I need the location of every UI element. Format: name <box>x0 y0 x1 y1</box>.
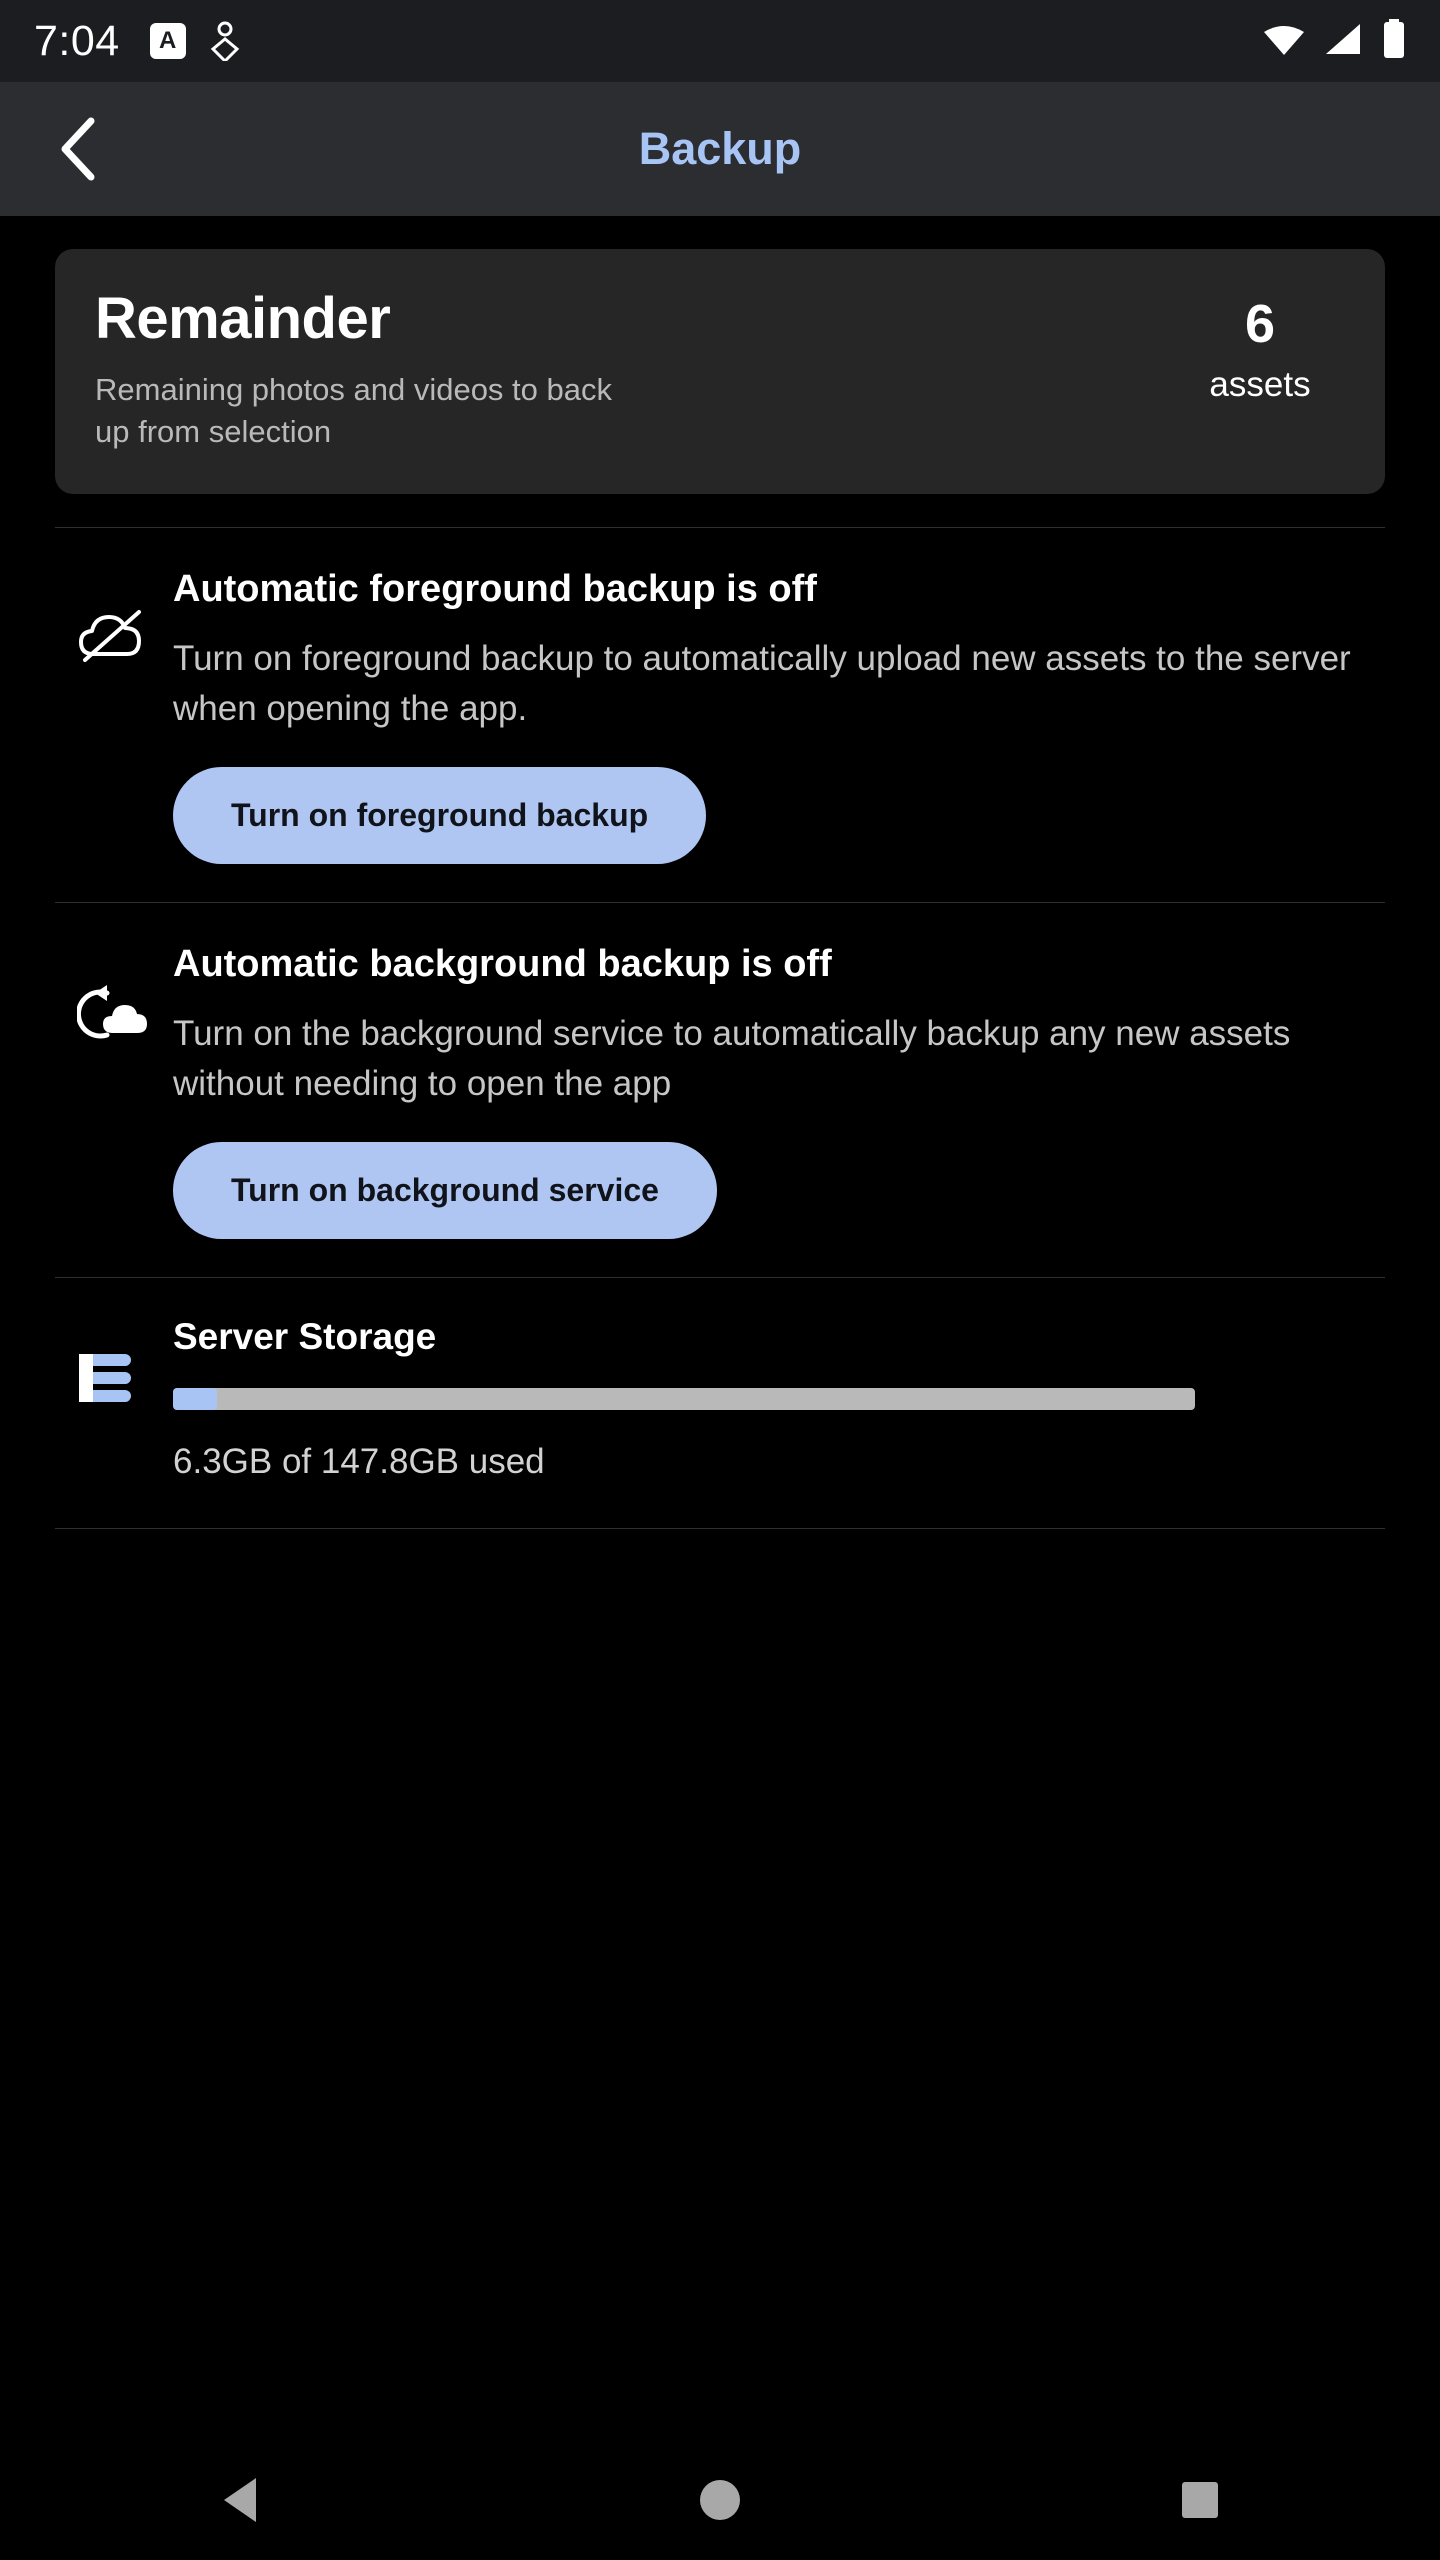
foreground-title: Automatic foreground backup is off <box>173 568 817 611</box>
background-content <box>165 941 1385 1239</box>
turn-on-foreground-backup-button[interactable]: Turn on foreground backup <box>173 767 706 864</box>
status-notification-icons <box>150 21 242 61</box>
status-bar <box>0 0 1440 82</box>
server-storage-section <box>0 1278 1440 1528</box>
status-system-icons <box>1262 19 1406 64</box>
foreground-icon-wrap <box>55 566 165 864</box>
app-bar <box>0 82 1440 216</box>
status-clock: 7:04 <box>34 16 120 65</box>
back-button[interactable] <box>24 94 134 204</box>
storage-progress-fill <box>173 1388 217 1410</box>
foreground-backup-section <box>0 528 1440 902</box>
storage-icon-wrap <box>55 1316 165 1482</box>
cellular-signal-icon <box>1324 22 1364 61</box>
nav-back-icon[interactable] <box>170 2440 310 2560</box>
storage-content <box>165 1316 1385 1482</box>
background-title: Automatic background backup is off <box>173 943 832 986</box>
remainder-subtitle: Remaining photos and videos to back up from selection <box>95 371 612 449</box>
background-description: Turn on the background service to automatically backup any new assets without needing to open the app <box>173 1013 1291 1103</box>
remainder-count-block <box>1175 287 1345 405</box>
server-storage-icon <box>77 1350 137 1406</box>
wifi-icon <box>1262 22 1306 61</box>
battery-icon <box>1382 19 1406 64</box>
remainder-text-block <box>95 287 1175 452</box>
system-navigation-bar <box>0 2440 1440 2560</box>
heart-location-icon <box>208 21 242 61</box>
nav-recents-icon[interactable] <box>1130 2440 1270 2560</box>
storage-progress-bar <box>173 1388 1195 1410</box>
foreground-description: Turn on foreground backup to automatically upload new assets to the server when opening the app. <box>173 638 1351 728</box>
cloud-sync-icon <box>77 983 151 1043</box>
remainder-card <box>55 249 1385 494</box>
backup-settings-list <box>0 216 1440 2440</box>
remainder-count: 6 <box>1244 294 1276 354</box>
remainder-title: Remainder <box>95 286 391 351</box>
cloud-off-icon <box>77 608 147 664</box>
foreground-content <box>165 566 1385 864</box>
remainder-unit-label: assets <box>1209 365 1311 404</box>
chevron-left-icon <box>53 113 105 185</box>
divider <box>55 1528 1385 1529</box>
storage-usage-text: 6.3GB of 147.8GB used <box>173 1442 545 1482</box>
page-title: Backup <box>638 123 802 174</box>
storage-title: Server Storage <box>173 1316 437 1358</box>
nav-home-icon[interactable] <box>650 2440 790 2560</box>
background-backup-section <box>0 903 1440 1277</box>
app-badge-icon: A <box>150 23 186 59</box>
background-icon-wrap <box>55 941 165 1239</box>
turn-on-background-service-button[interactable]: Turn on background service <box>173 1142 717 1239</box>
